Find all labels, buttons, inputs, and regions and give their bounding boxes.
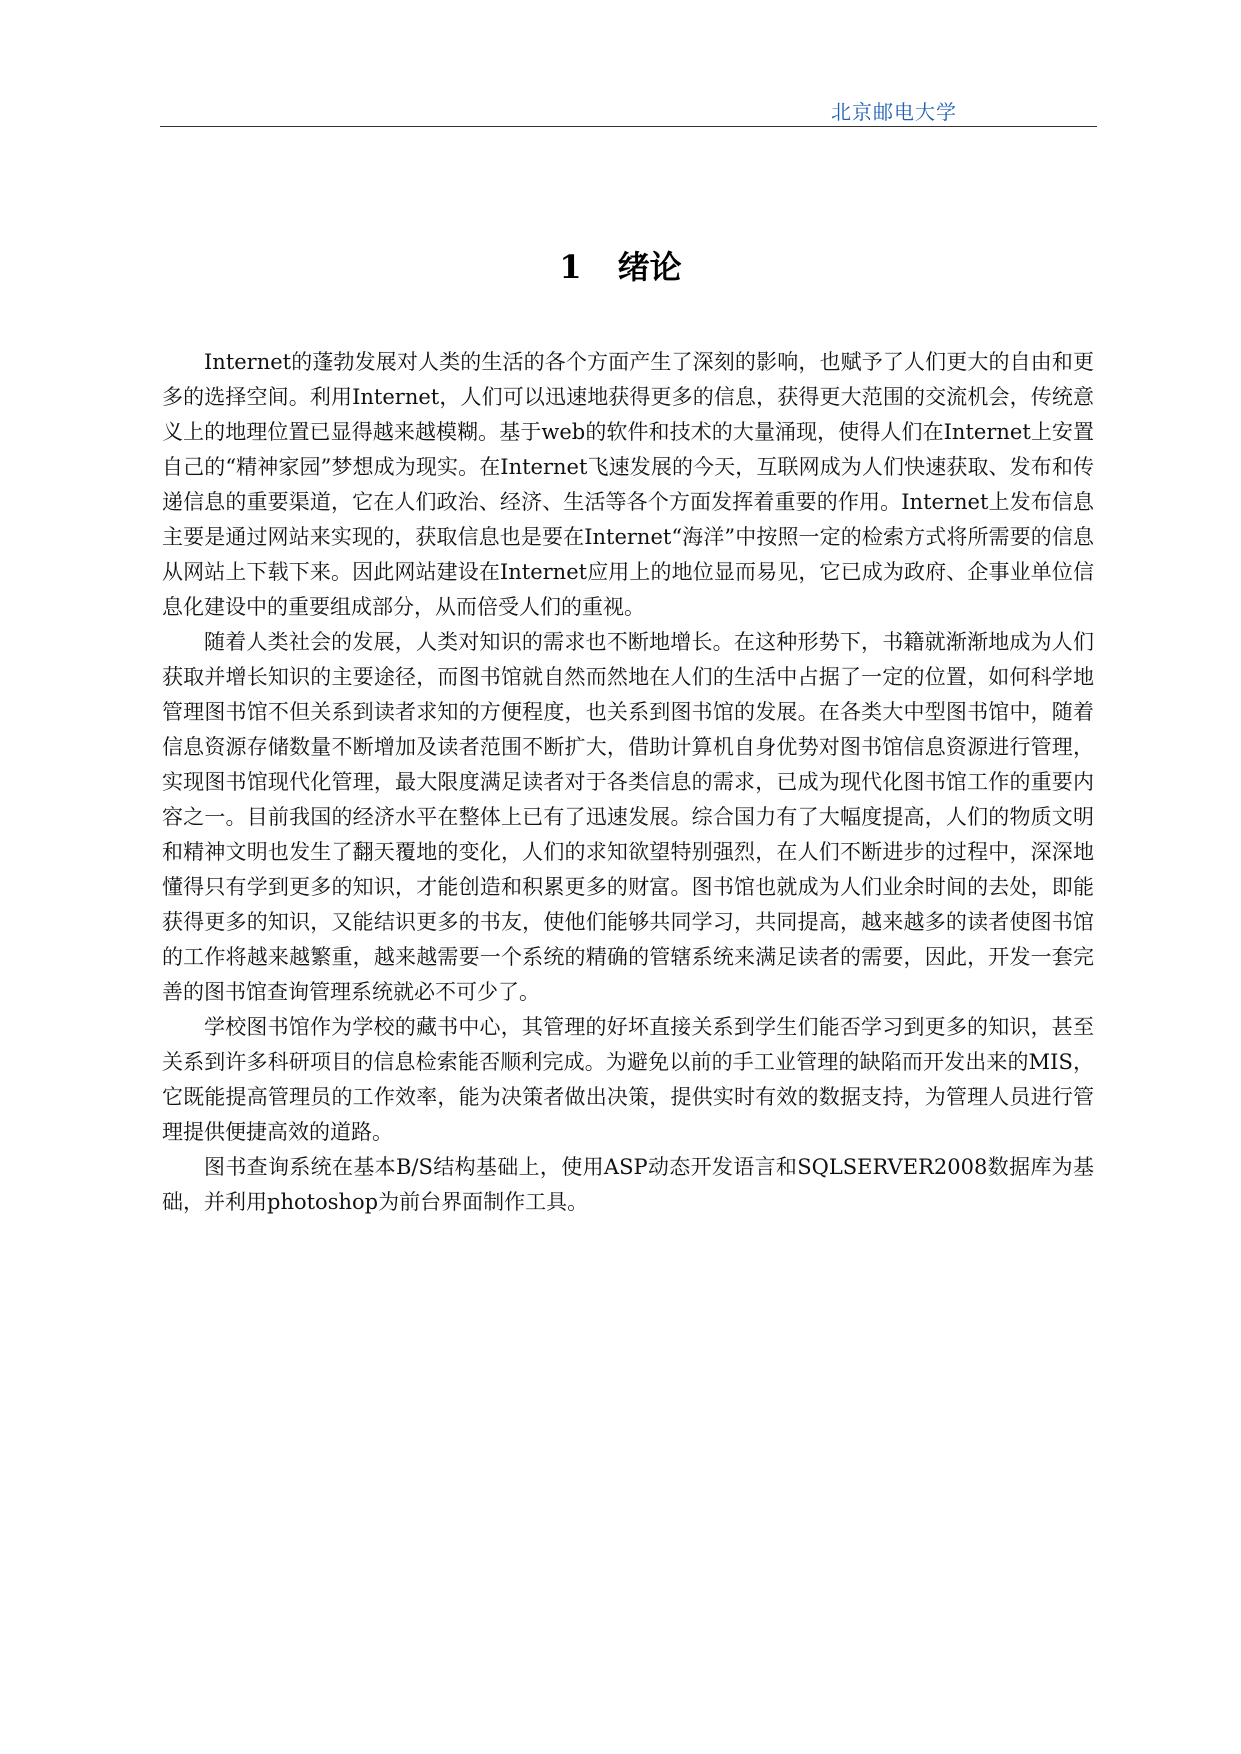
chapter-heading <box>0 242 1241 288</box>
paragraph: 图书查询系统在基本B/S结构基础上，使用ASP动态开发语言和SQLSERVER2008数据库为基础，并利用photoshop为前台界面制作工具。 <box>162 1155 1094 1214</box>
chapter-number: 1 <box>559 248 582 286</box>
chapter-title: 绪论 <box>617 248 682 286</box>
paragraph: 学校图书馆作为学校的藏书中心，其管理的好坏直接关系到学生们能否学习到更多的知识，甚至关系到许多科研项目的信息检索能否顺利完成。为避免以前的手工业管理的缺陷而开发出来的MIS，它既能提高管理员的工作效率，能为决策者做出决策，提供实时有效的数据支持，为管理人员进行管理提供便捷高效的道路。 <box>162 1015 1094 1144</box>
page-header <box>160 92 1097 127</box>
header-university-name: 北京邮电大学 <box>831 100 957 124</box>
paragraph: Internet的蓬勃发展对人类的生活的各个方面产生了深刻的影响，也赋予了人们更大的自由和更多的选择空间。利用Internet，人们可以迅速地获得更多的信息，获得更大范围的交流机会，传统意义上的地理位置已显得越来越模糊。基于web的软件和技术的大量涌现，使得人们在Internet上安置自己的“精神家园”梦想成为现实。在Internet飞速发展的今天，互联网成为人们快速获取、发布和传递信息的重要渠道，它在人们政治、经济、生活等各个方面发挥着重要的作用。Internet上发布信息主要是通过网站来实现的，获取信息也是要在Internet“海洋”中按照一定的检索方式将所需要的信息从网站上下载下来。因此网站建设在Internet应用上的地位显而易见，它已成为政府、企事业单位信息化建设中的重要组成部分，从而倍受人们的重视。 <box>162 350 1094 619</box>
paragraph: 随着人类社会的发展，人类对知识的需求也不断地增长。在这种形势下，书籍就渐渐地成为人们获取并增长知识的主要途径，而图书馆就自然而然地在人们的生活中占据了一定的位置，如何科学地管理图书馆不但关系到读者求知的方便程度，也关系到图书馆的发展。在各类大中型图书馆中，随着信息资源存储数量不断增加及读者范围不断扩大，借助计算机自身优势对图书馆信息资源进行管理，实现图书馆现代化管理，最大限度满足读者对于各类信息的需求，已成为现代化图书馆工作的重要内容之一。目前我国的经济水平在整体上已有了迅速发展。综合国力有了大幅度提高，人们的物质文明和精神文明也发生了翻天覆地的变化，人们的求知欲望特别强烈，在人们不断进步的过程中，深深地懂得只有学到更多的知识，才能创造和积累更多的财富。图书馆也就成为人们业余时间的去处，即能获得更多的知识，又能结识更多的书友，使他们能够共同学习，共同提高，越来越多的读者使图书馆的工作将越来越繁重，越来越需要一个系统的精确的管辖系统来满足读者的需要，因此，开发一套完善的图书馆查询管理系统就必不可少了。 <box>162 630 1094 1004</box>
body-text <box>162 345 1094 1220</box>
